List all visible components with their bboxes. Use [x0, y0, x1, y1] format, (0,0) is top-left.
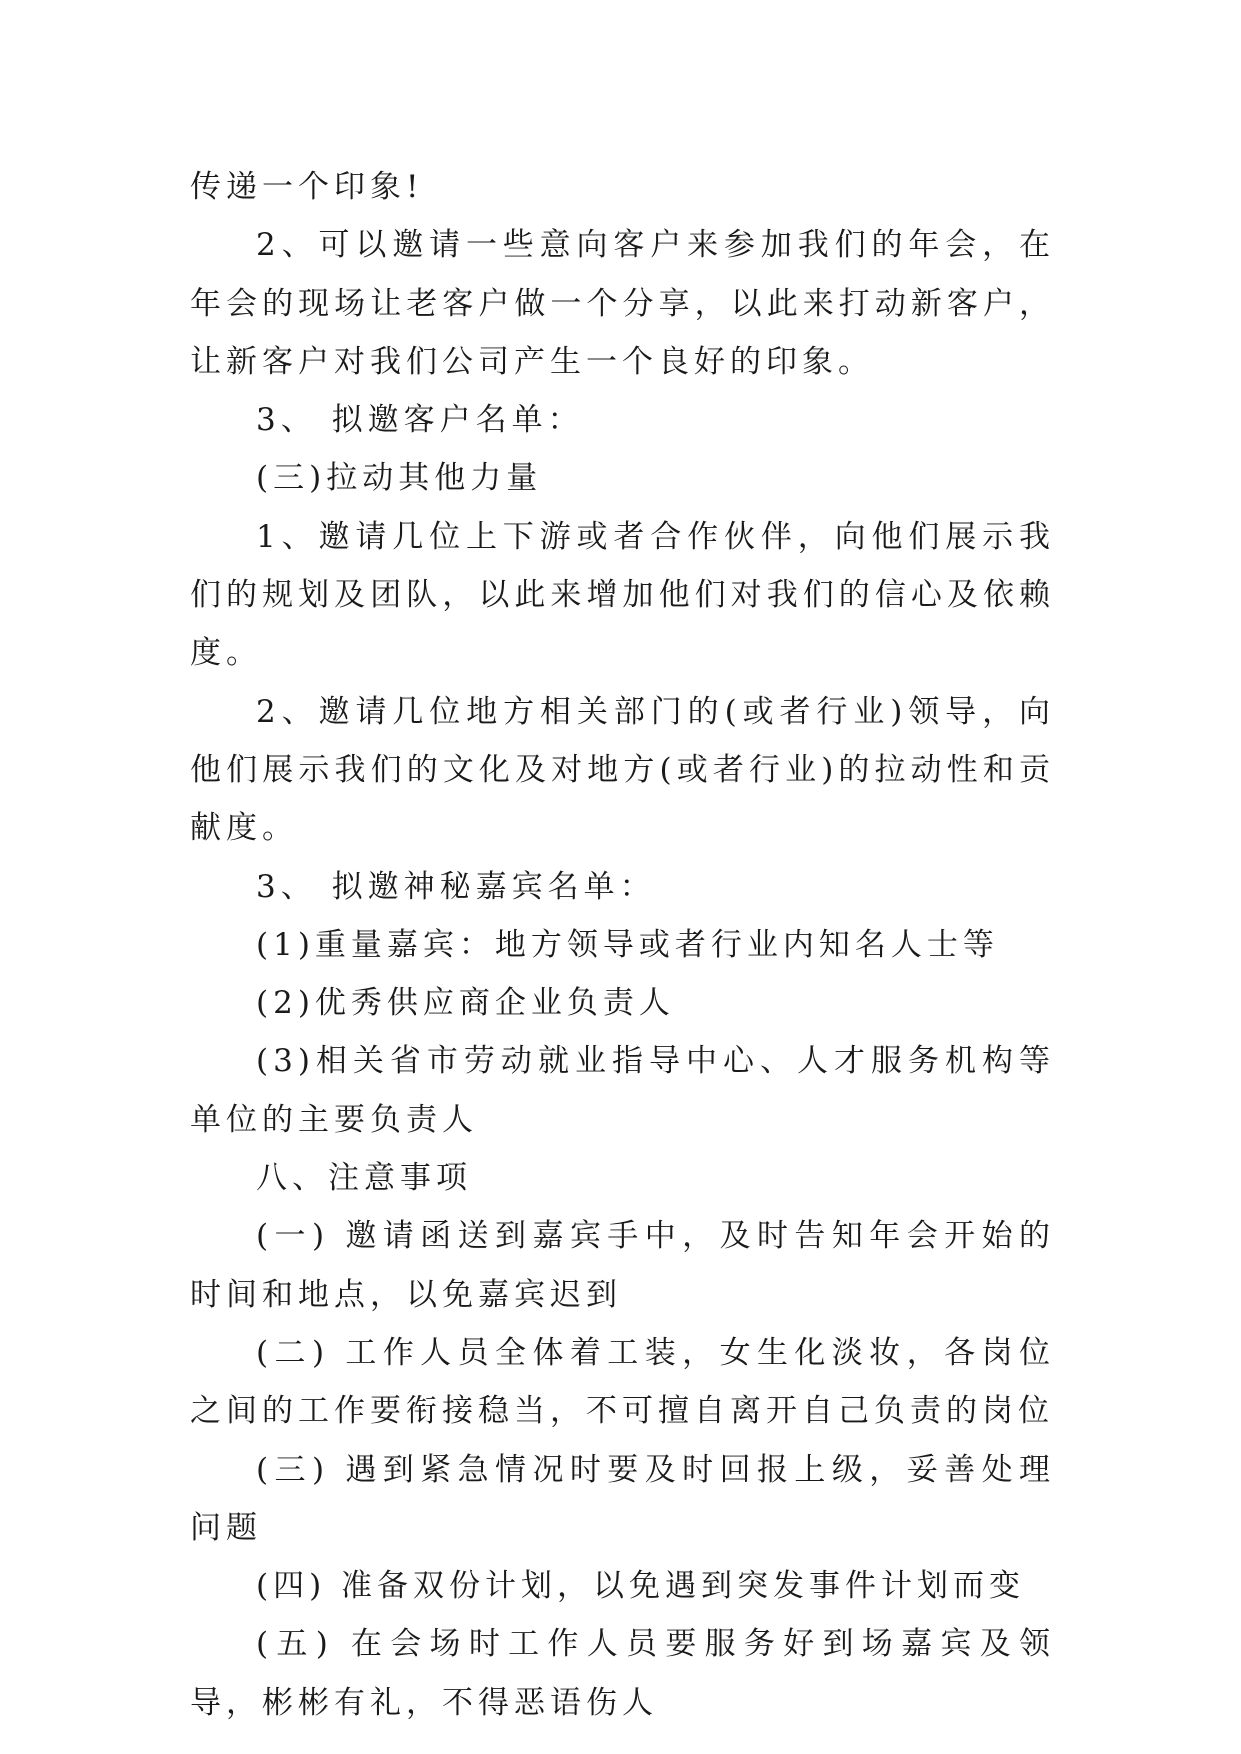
paragraph-7: (1)重量嘉宾：地方领导或者行业内知名人士等 — [256, 926, 999, 963]
paragraph-11: (一) 邀请函送到嘉宾手中，及时告知年会开始的时间和地点，以免嘉宾迟到 — [190, 1218, 1055, 1313]
paragraph-13: (三) 遇到紧急情况时要及时回报上级，妥善处理问题 — [190, 1451, 1055, 1546]
paragraph-4: 1、邀请几位上下游或者合作伙伴，向他们展示我们的规划及团队，以此来增加他们对我们的信心及依赖度。 — [190, 518, 1055, 672]
paragraph-1: 2、可以邀请一些意向客户来参加我们的年会，在年会的现场让老客户做一个分享，以此来打动新客户，让新客户对我们公司产生一个良好的印象。 — [190, 227, 1055, 380]
paragraph-15: (五) 在会场时工作人员要服务好到场嘉宾及领导，彬彬有礼，不得恶语伤人 — [190, 1626, 1055, 1721]
document-body — [190, 158, 1055, 1732]
paragraph-3: (三)拉动其他力量 — [256, 460, 543, 497]
paragraph-14: (四) 准备双份计划，以免遇到突发事件计划而变 — [256, 1568, 1026, 1605]
paragraph-5: 2、邀请几位地方相关部门的(或者行业)领导，向他们展示我们的文化及对地方(或者行业)的拉动性和贡献度。 — [190, 693, 1055, 847]
paragraph-9: (3)相关省市劳动就业指导中心、人才服务机构等单位的主要负责人 — [190, 1043, 1055, 1138]
paragraph-6: 3、 拟邀神秘嘉宾名单： — [256, 868, 656, 905]
paragraph-12: (二) 工作人员全体着工装，女生化淡妆，各岗位之间的工作要衔接稳当，不可擅自离开自己负责的岗位 — [190, 1334, 1055, 1430]
paragraph-10: 八、注意事项 — [256, 1160, 472, 1197]
paragraph-0: 传递一个印象! — [190, 169, 424, 205]
paragraph-8: (2)优秀供应商企业负责人 — [256, 985, 675, 1022]
paragraph-2: 3、 拟邀客户名单： — [256, 402, 584, 439]
